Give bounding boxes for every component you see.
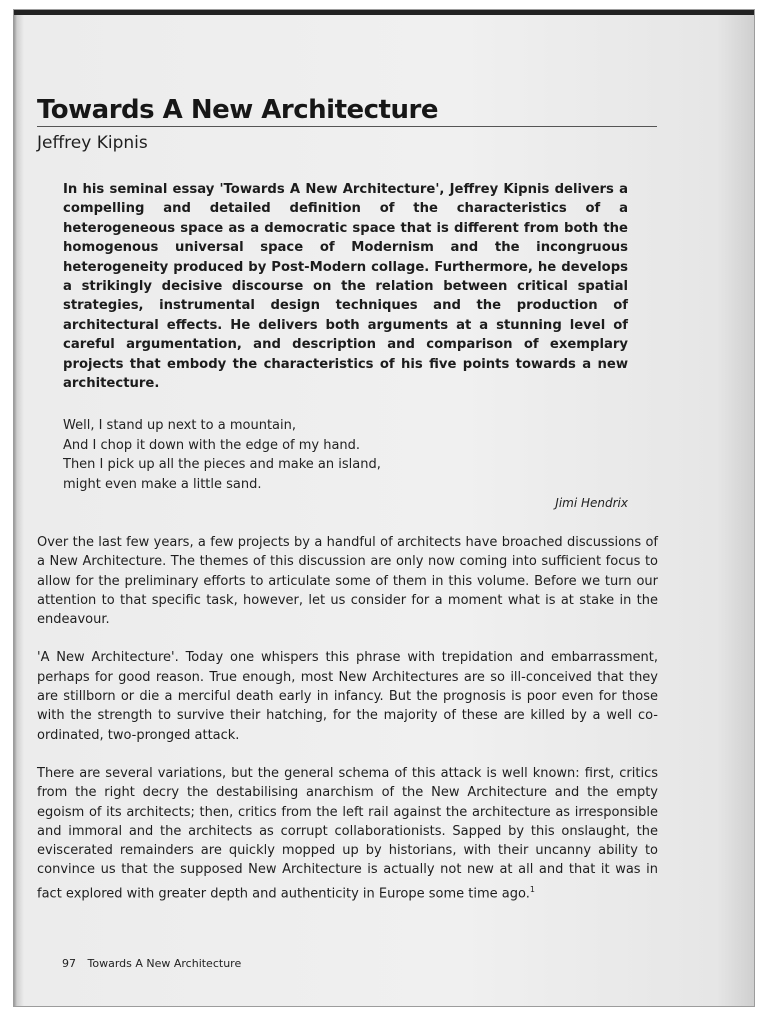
epigraph-attribution: Jimi Hendrix	[555, 496, 628, 510]
body-paragraph-3	[37, 764, 658, 903]
title-rule	[37, 126, 657, 127]
body-text	[37, 533, 658, 922]
body-paragraph-1: Over the last few years, a few projects by a handful of architects have broached discussions of a New Architecture. The themes of this discussion are only now coming into sufficient focus to allow for the preliminary efforts to articulate some of them in this volume. Before we turn our attention to that specific task, however, let us consider for a moment what is at stake in the endeavour.	[37, 535, 658, 628]
epigraph-line: Well, I stand up next to a mountain,	[63, 418, 296, 433]
running-title: Towards A New Architecture	[87, 957, 242, 970]
epigraph-line: might even make a little sand.	[63, 476, 262, 492]
page-number: 97	[62, 957, 76, 970]
epigraph-line: And I chop it down with the edge of my hand.	[63, 437, 361, 453]
abstract: In his seminal essay 'Towards A New Architecture', Jeffrey Kipnis delivers a compelling and detailed definition of the characteristics of a heterogeneous space as a democratic space that is different from both the homogenous universal space of Modernism and the incongruous heterogeneity produced by Post-Modern collage. Furthermore, he develops a strikingly decisive discourse on the relation between critical spatial strategies, instrumental design techniques and the production of architectural effects. He delivers both arguments at a stunning level of careful argumentation, and description and comparison of exemplary projects that embody the characteristics of his five points towards a new architecture.	[63, 182, 628, 392]
body-paragraph-3-text: There are several variations, but the general schema of this attack is well known: first, critics from the right decry the destabilising anarchism of the New Architecture and the empty egoism of its architects; then, critics from the left rail against the architecture as irresponsible and immoral and the architects as corrupt collaborationists. Sapped by this onslaught, the eviscerated remainders are quickly mopped up by historians, with their uncanny ability to convince us that the supposed New Architecture is actually not new at all and that it was in fact explored with greater depth and authenticity in Europe some time ago.	[37, 765, 658, 902]
epigraph	[63, 416, 628, 514]
body-paragraph-2: 'A New Architecture'. Today one whispers this phrase with trepidation and embarrassment, perhaps for good reason. True enough, most New Architectures are so ill-conceived that they are stillborn or die a merciful death early in infancy. But the prognosis is poor even for those with the strength to survive their hatching, for the majority of these are killed by a well co-ordinated, two-pronged attack.	[37, 650, 658, 743]
article-title: Towards A New Architecture	[37, 95, 438, 125]
page-footer	[62, 957, 241, 970]
epigraph-line: Then I pick up all the pieces and make an island,	[63, 457, 381, 472]
author-name: Jeffrey Kipnis	[37, 133, 148, 153]
footnote-marker: 1	[529, 884, 535, 894]
scan-edge	[14, 10, 754, 15]
